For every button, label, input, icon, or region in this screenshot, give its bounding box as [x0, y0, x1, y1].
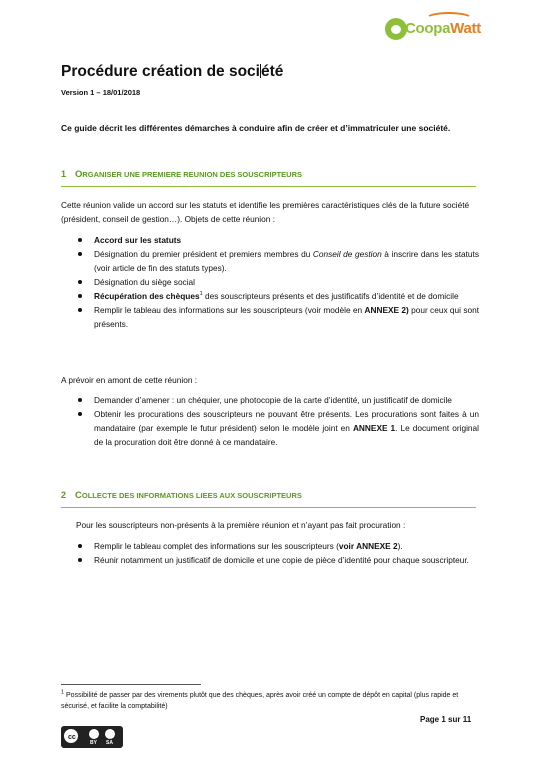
list-item: Désignation du siège social [94, 275, 479, 289]
version-line: Version 1 – 18/01/2018 [61, 88, 141, 97]
section-2-paragraph: Pour les souscripteurs non-présents à la première réunion et n’ayant pas fait procuration : [76, 520, 406, 530]
section-2-list [94, 539, 479, 567]
intro-text: Ce guide décrit les différentes démarches à conduire afin de créer et d’immatriculer une société. [61, 123, 451, 133]
list-item: Récupération des chèques$^1$ des souscripteurs présents et des justificatifs d’identité et de domicile [94, 289, 479, 303]
person-icon [89, 729, 99, 739]
coopawatt-logo [385, 18, 485, 48]
cc-by-sa-license-icon: cc BY SA [61, 726, 123, 748]
logo-wordmark: CoopaWatt [405, 20, 481, 37]
page-number: Page 1 sur 11 [420, 715, 472, 724]
footnote-separator [61, 684, 201, 685]
section-1-number: 1 [61, 169, 67, 179]
document-title: Procédure création de société [61, 63, 284, 80]
share-alike-icon [105, 729, 115, 739]
list-item: Obtenir les procurations des souscripteurs ne pouvant être présents. Les procurations sont faites à un mandataire (par exemple le futur président) selon le modèle joint en ANNEXE 1. Le document original de la procuration doit être donné à ce mandataire. [94, 407, 479, 449]
list-item: Réunir notamment un justificatif de domicile et une copie de pièce d’identité pour chaque souscripteur. [94, 553, 479, 567]
section-1-list [94, 233, 479, 331]
section-1-paragraph: Cette réunion valide un accord sur les statuts et identifie les premières caractéristiques clés de la future société (président, conseil de gestion…). Objets de cette réunion : [61, 200, 470, 224]
prevoir-list [94, 393, 479, 449]
list-item: Demander d’amener : un chéquier, une photocopie de la carte d’identité, un justificatif de domicile [94, 393, 479, 407]
list-item: Remplir le tableau des informations sur les souscripteurs (voir modèle en ANNEXE 2) pour ceux qui sont présents. [94, 303, 479, 331]
section-2-heading: 2 COLLECTE DES INFORMATIONS LIEES AUX SOUSCRIPTEURS [61, 490, 476, 508]
list-item: Désignation du premier président et premiers membres du Conseil de gestion à inscrire dans les statuts (voir article de fin des statuts types). [94, 247, 479, 275]
section-2-number: 2 [61, 490, 67, 500]
list-item: Accord sur les statuts [94, 233, 479, 247]
section-1-heading: 1 ORGANISER UNE PREMIERE REUNION DES SOUSCRIPTEURS [61, 169, 476, 187]
prevoir-paragraph: A prévoir en amont de cette réunion : [61, 375, 198, 385]
footnote: $^1$ Possibilité de passer par des virements plutôt que des chèques, après avoir créé un compte de dépôt en capital (plus rapide et sécurisé, et facilite la comptabilité) [61, 689, 459, 710]
logo-leaf-icon [385, 18, 407, 40]
list-item: Remplir le tableau complet des informations sur les souscripteurs (voir ANNEXE 2). [94, 539, 479, 553]
